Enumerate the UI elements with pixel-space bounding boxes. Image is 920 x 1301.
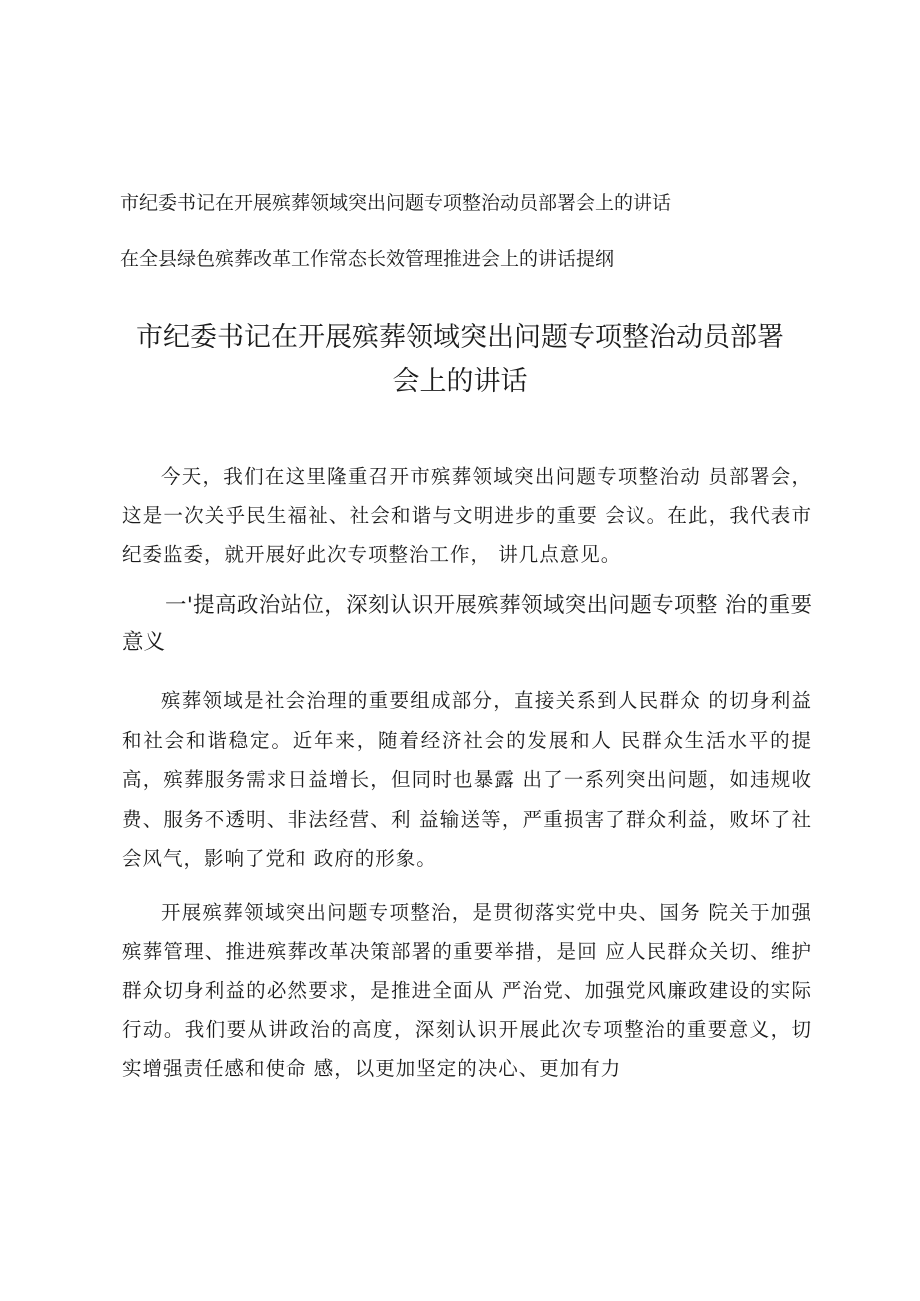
paragraph-significance: 开展殡葬领域突出问题专项整治，是贯彻落实党中央、国务 院关于加强殡葬管理、推进殡葬改革决策部署的重要举措，是回 应人民群众关切、维护群众切身利益的必然要求，是推进全面从 严治党、加强党风廉政建设的实际行动。我们要从讲政治的高度，深刻认识开展此次专项整治的重要意义，切实增强责任感和使命 感，以更加坚定的决心、更加有力 [122, 901, 812, 1080]
section-heading-1: 一'提高政治站位，深刻认识开展殡葬领域突出问题专项整 治的重要意义 [122, 593, 812, 655]
toc-item-1: 市纪委书记在开展殡葬领域突出问题专项整治动员部署会上的讲话 [120, 192, 672, 214]
document-title-line-1: 市纪委书记在开展殡葬领域突出问题专项整治动员部署 [136, 322, 784, 353]
document-title-line-2: 会上的讲话 [392, 366, 528, 397]
paragraph-opening: 今天，我们在这里隆重召开市殡葬领域突出问题专项整治动 员部署会，这是一次关乎民生福祉、社会和谐与文明进步的重要 会议。在此，我代表市纪委监委，就开展好此次专项整治工作， 讲几点意见。 [122, 465, 812, 566]
document-title [100, 316, 820, 404]
paragraph-problems: 殡葬领域是社会治理的重要组成部分，直接关系到人民群众 的切身利益和社会和谐稳定。近年来，随着经济社会的发展和人 民群众生活水平的提高，殡葬服务需求日益增长，但同时也暴露 出了一系列突出问题，如违规收费、服务不透明、非法经营、利 益输送等，严重损害了群众利益，败坏了社会风气，影响了党和 政府的形象。 [122, 689, 812, 870]
toc-item-2: 在全县绿色殡葬改革工作常态长效管理推进会上的讲话提纲 [120, 248, 615, 270]
